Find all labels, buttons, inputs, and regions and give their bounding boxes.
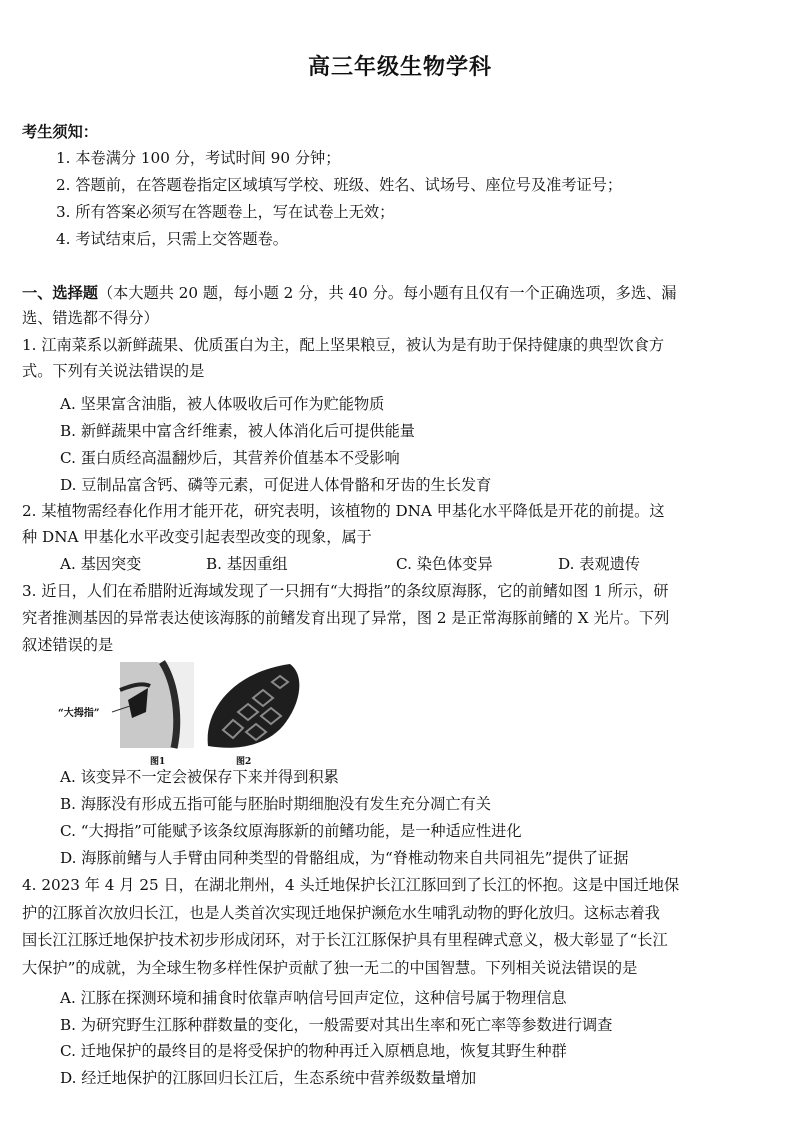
- notice-item: 1. 本卷满分 100 分，考试时间 90 分钟；: [56, 149, 341, 167]
- q1-option: C. 蛋白质经高温翻炒后，其营养价值基本不受影响: [60, 449, 400, 467]
- q2-stem: 种 DNA 甲基化水平改变引起表型改变的现象，属于: [22, 528, 372, 546]
- q4-stem: 护的江豚首次放归长江，也是人类首次实现迁地保护濒危水生哺乳动物的野化放归。这标志着我: [22, 904, 660, 922]
- q1-option: B. 新鲜蔬果中富含纤维素，被人体消化后可提供能量: [60, 422, 415, 440]
- section-desc: （本大题共 20 题，每小题 2 分，共 40 分。每小题有且仅有一个正确选项，多选、漏: [97, 284, 677, 302]
- q4-option: C. 迁地保护的最终目的是将受保护的物种再迁入原栖息地，恢复其野生种群: [60, 1042, 567, 1060]
- figure2-xray: [208, 664, 300, 748]
- section-desc-cont: 选、错选都不得分）: [22, 309, 159, 327]
- q1-option: D. 豆制品富含钙、磷等元素，可促进人体骨骼和牙齿的生长发育: [60, 476, 492, 494]
- q3-stem: 究者推测基因的异常表达使该海豚的前鳍发育出现了异常，图 2 是正常海豚前鳍的 X 光片。下列: [22, 609, 670, 627]
- figure1-caption: 图1: [150, 757, 166, 767]
- section-title: 一、选择题: [22, 284, 98, 302]
- page-title: 高三年级生物学科: [307, 54, 492, 80]
- q4-stem: 大保护”的成就，为全球生物多样性保护贡献了独一无二的中国智慧。下列相关说法错误的是: [22, 959, 638, 977]
- q1-stem: 式。下列有关说法错误的是: [22, 362, 205, 380]
- figure2-caption: 图2: [236, 757, 252, 767]
- q4-option: A. 江豚在探测环境和捕食时依靠声呐信号回声定位，这种信号属于物理信息: [60, 989, 567, 1007]
- q3-option: B. 海豚没有形成五指可能与胚胎时期细胞没有发生充分凋亡有关: [60, 795, 491, 813]
- q4-option: D. 经迁地保护的江豚回归长江后，生态系统中营养级数量增加: [60, 1069, 477, 1087]
- q2-option: D. 表观遗传: [558, 555, 641, 573]
- q2-option: C. 染色体变异: [396, 555, 493, 573]
- q3-option: C. “大拇指”可能赋予该条纹原海豚新的前鳍功能，是一种适应性进化: [60, 822, 522, 840]
- q4-option: B. 为研究野生江豚种群数量的变化，一般需要对其出生率和死亡率等参数进行调查: [60, 1016, 613, 1034]
- notice-item: 2. 答题前，在答题卷指定区域填写学校、班级、姓名、试场号、座位号及准考证号；: [56, 176, 623, 194]
- figure1-thumb-label: “大拇指”: [58, 708, 100, 719]
- q2-option: B. 基因重组: [206, 555, 288, 573]
- q3-option: A. 该变异不一定会被保存下来并得到积累: [60, 768, 339, 786]
- notice-item: 4. 考试结束后，只需上交答题卷。: [56, 230, 288, 248]
- q2-stem: 2. 某植物需经春化作用才能开花，研究表明，该植物的 DNA 甲基化水平降低是开花的前提。这: [22, 502, 665, 520]
- q3-stem: 3. 近日，人们在希腊附近海域发现了一只拥有“大拇指”的条纹原海豚，它的前鳍如图 1 所示，研: [22, 582, 669, 600]
- q3-option: D. 海豚前鳍与人手臂由同种类型的骨骼组成，为“脊椎动物来自共同祖先”提供了证据: [60, 849, 629, 867]
- q2-option: A. 基因突变: [60, 555, 142, 573]
- q4-stem: 4. 2023 年 4 月 25 日，在湖北荆州，4 头迁地保护长江江豚回到了长江的怀抱。这是中国迁地保: [22, 876, 680, 894]
- section-header: [22, 282, 676, 304]
- q1-option: A. 坚果富含油脂，被人体吸收后可作为贮能物质: [60, 395, 385, 413]
- q1-stem: 1. 江南菜系以新鲜蔬果、优质蛋白为主，配上坚果粮豆，被认为是有助于保持健康的典型饮食方: [22, 336, 665, 354]
- q3-stem: 叙述错误的是: [22, 636, 114, 654]
- q3-figure: [58, 660, 308, 770]
- notice-heading: 考生须知：: [22, 123, 98, 141]
- figure1-image: [112, 662, 194, 748]
- q4-stem: 国长江江豚迁地保护技术初步形成闭环，对于长江江豚保护具有里程碑式意义，极大彰显了“长江: [22, 931, 668, 949]
- notice-item: 3. 所有答案必须写在答题卷上，写在试卷上无效；: [56, 203, 395, 221]
